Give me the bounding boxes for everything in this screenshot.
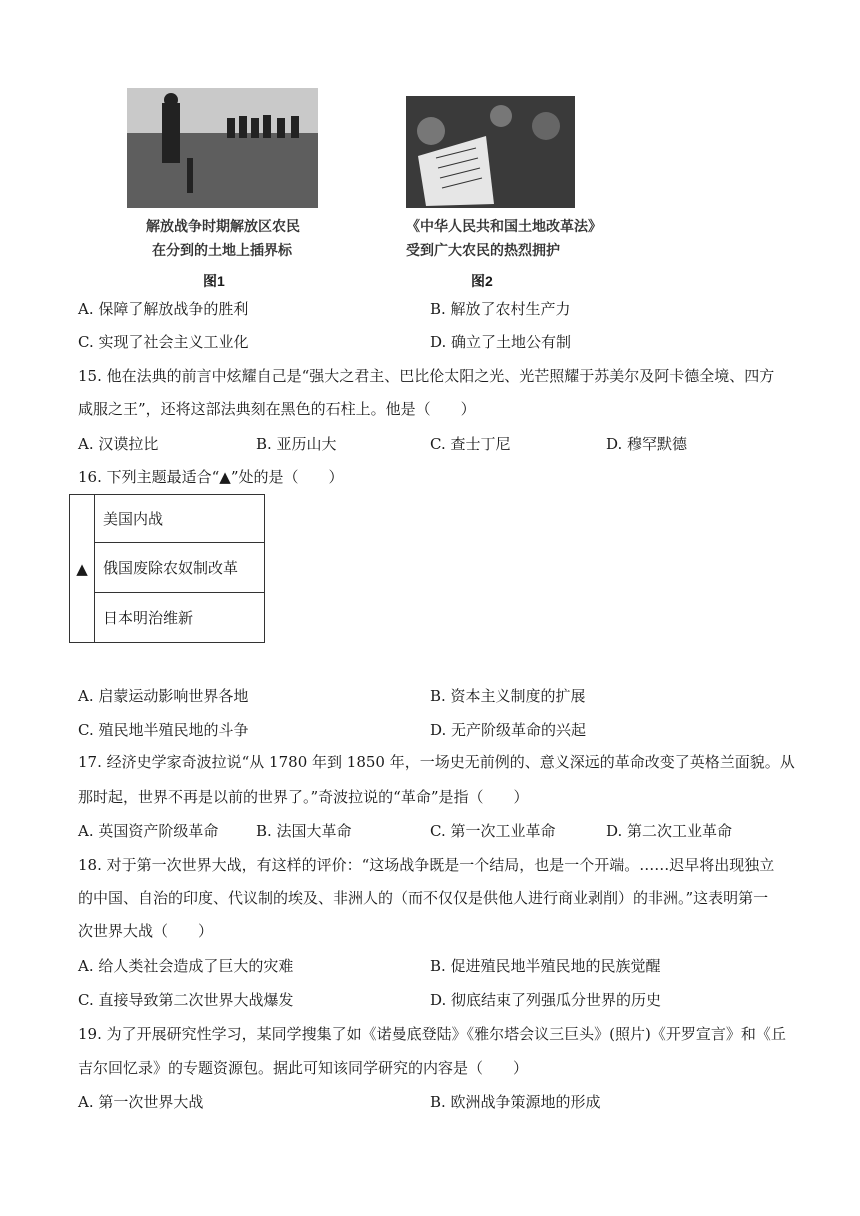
figure-2-photo [406, 96, 575, 208]
q18-option-a[interactable]: A. 给人类社会造成了巨大的灾难 [78, 957, 294, 975]
q19-option-a[interactable]: A. 第一次世界大战 [78, 1093, 204, 1111]
q18-stem-line3: 次世界大战（ ） [78, 922, 214, 940]
q15-option-a[interactable]: A. 汉谟拉比 [78, 435, 159, 453]
q16-marker-cell [70, 495, 95, 643]
figure-1-caption-line2: 在分到的土地上插界标 [152, 243, 292, 259]
q19-stem-line2: 吉尔回忆录》的专题资源包。据此可知该同学研究的内容是（ ） [78, 1059, 529, 1077]
q16-option-b[interactable]: B. 资本主义制度的扩展 [430, 687, 586, 705]
q18-stem-line1: 18. 对于第一次世界大战，有这样的评价：“这场战争既是一个结局，也是一个开端。……迟早将出现独立 [78, 856, 775, 874]
q16-option-c[interactable]: C. 殖民地半殖民地的斗争 [78, 721, 249, 739]
farmers-marking-land-icon [127, 88, 318, 208]
q16-option-d[interactable]: D. 无产阶级革命的兴起 [430, 721, 587, 739]
q19-stem-line1: 19. 为了开展研究性学习，某同学搜集了如《诺曼底登陆》《雅尔塔会议三巨头》(照片)《开罗宣言》和《丘 [78, 1025, 786, 1043]
q17-stem-line1: 17. 经济史学家奇波拉说“从 1780 年到 1850 年，一场史无前例的、意义深远的革命改变了英格兰面貌。从 [78, 753, 795, 771]
q16-option-a[interactable]: A. 启蒙运动影响世界各地 [78, 687, 249, 705]
q18-stem-line2: 的中国、自治的印度、代议制的埃及、非洲人的（而不仅仅是供他人进行商业剥削）的非洲。”这表明第一 [78, 889, 769, 907]
q18-option-c[interactable]: C. 直接导致第二次世界大战爆发 [78, 991, 294, 1009]
q15-stem-line1: 15. 他在法典的前言中炫耀自己是“强大之君主、巴比伦太阳之光、光芒照耀于苏美尔及阿卡德全境、四方 [78, 367, 775, 385]
q15-stem-line2: 咸服之王”，还将这部法典刻在黑色的石柱上。他是（ ） [78, 400, 476, 418]
figure-2-caption-line2: 受到广大农民的热烈拥护 [406, 243, 560, 259]
q16-stem-line1: 16. 下列主题最适合“▲”处的是（ ） [78, 468, 344, 486]
q15-option-d[interactable]: D. 穆罕默德 [606, 435, 688, 453]
q17-option-a[interactable]: A. 英国资产阶级革命 [78, 822, 219, 840]
q16-row-3: 日本明治维新 [95, 593, 265, 643]
q18-option-d[interactable]: D. 彻底结束了列强瓜分世界的历史 [430, 991, 662, 1009]
figure-1-photo [127, 88, 318, 208]
q17-option-d[interactable]: D. 第二次工业革命 [606, 822, 733, 840]
land-reform-newspaper-icon [406, 96, 575, 208]
q15-option-b[interactable]: B. 亚历山大 [256, 435, 337, 453]
figure-2-label: 图2 [471, 273, 493, 289]
q18-option-b[interactable]: B. 促进殖民地半殖民地的民族觉醒 [430, 957, 661, 975]
q14-option-a[interactable]: A. 保障了解放战争的胜利 [78, 300, 249, 318]
q16-row-2: 俄国废除农奴制改革 [95, 543, 265, 593]
q14-option-d[interactable]: D. 确立了土地公有制 [430, 333, 572, 351]
figure-1-caption-line1: 解放战争时期解放区农民 [146, 219, 300, 235]
q15-option-c[interactable]: C. 查士丁尼 [430, 435, 511, 453]
figure-1-label: 图1 [203, 273, 225, 289]
q17-stem-line2: 那时起，世界不再是以前的世界了。”奇波拉说的“革命”是指（ ） [78, 788, 529, 806]
q14-option-c[interactable]: C. 实现了社会主义工业化 [78, 333, 249, 351]
q19-option-b[interactable]: B. 欧洲战争策源地的形成 [430, 1093, 601, 1111]
triangle-marker-icon: ▲ [76, 559, 88, 578]
q16-topic-table [69, 494, 265, 643]
q16-row-1: 美国内战 [95, 495, 265, 543]
q14-option-b[interactable]: B. 解放了农村生产力 [430, 300, 571, 318]
q17-option-c[interactable]: C. 第一次工业革命 [430, 822, 556, 840]
q17-option-b[interactable]: B. 法国大革命 [256, 822, 352, 840]
figure-2-caption-line1: 《中华人民共和国土地改革法》 [406, 219, 602, 235]
